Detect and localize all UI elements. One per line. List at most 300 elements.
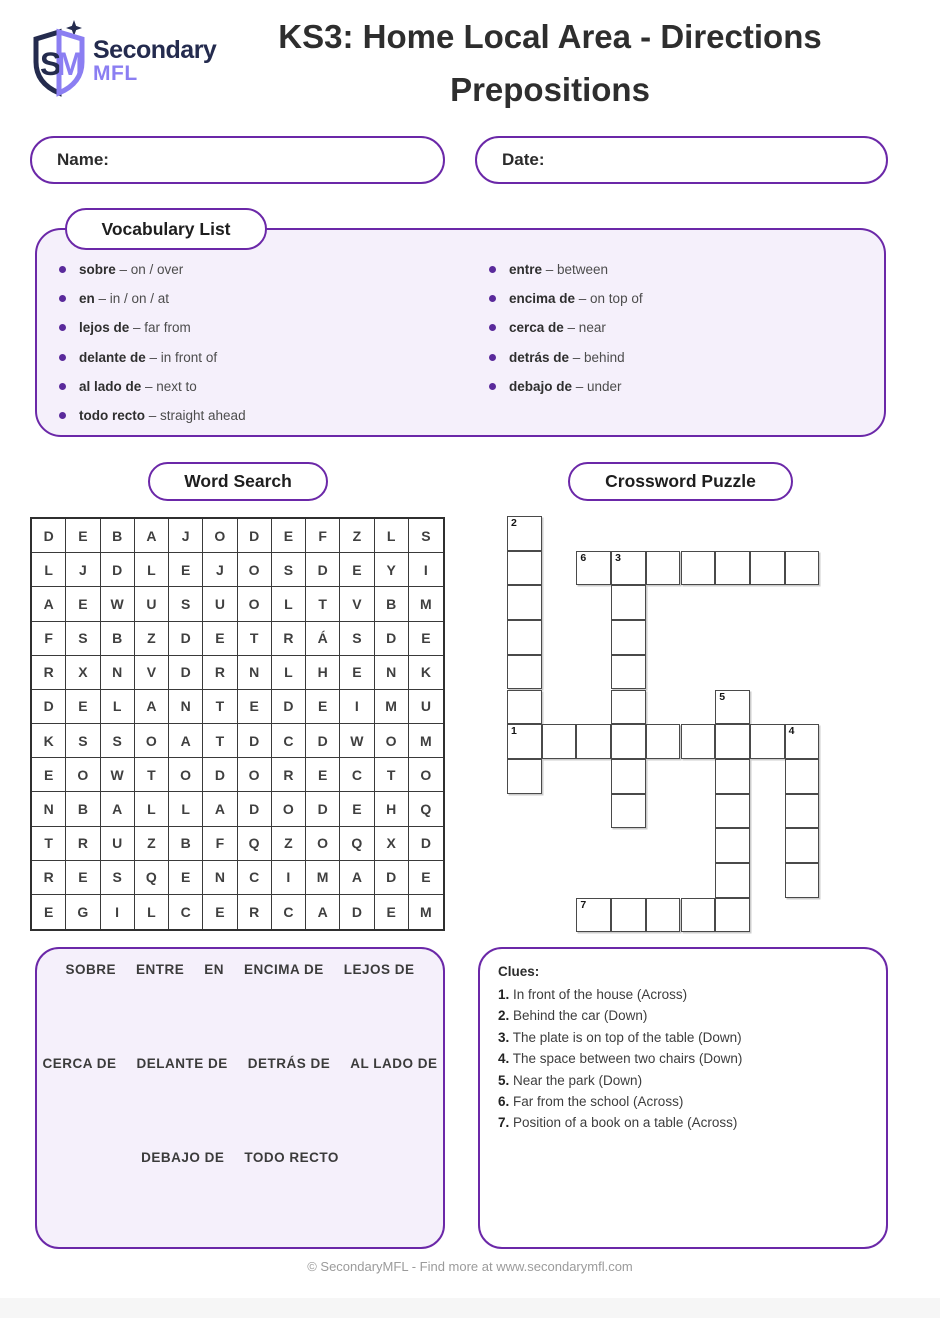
wordsearch-letter: N [180,698,191,715]
word-bank-word: ENCIMA DE [244,962,324,977]
wordsearch-cell [340,724,374,758]
wordsearch-cell [66,553,100,587]
bullet-icon [489,354,496,361]
vocab-definition: – between [542,262,609,278]
wordsearch-cell [203,724,237,758]
wordsearch-cell [32,656,66,690]
wordsearch-letter: E [352,561,362,578]
wordsearch-letter: S [78,732,88,749]
wordsearch-letter: F [44,630,53,647]
wordsearch-letter: V [352,595,362,612]
wordsearch-cell [306,519,340,553]
wordsearch-letter: L [284,664,293,681]
wordsearch-letter: L [181,800,190,817]
wordsearch-cell [238,656,272,690]
name-field [30,136,445,184]
page-title-line2: Prepositions [450,71,650,108]
date-field [475,136,888,184]
wordsearch-cell [32,519,66,553]
wordsearch-letter: T [147,766,156,783]
wordsearch-cell [238,690,272,724]
wordsearch-letter: N [386,664,397,681]
wordsearch-letter: Q [351,835,363,852]
wordsearch-cell [135,792,169,826]
vocab-item [489,255,884,284]
wordsearch-cell [409,827,443,861]
wordsearch-letter: E [78,527,88,544]
wordsearch-cell [340,519,374,553]
clue-number: 5. [498,1072,510,1088]
wordsearch-letter: O [248,561,260,578]
vocab-item [59,343,489,372]
wordsearch-cell [203,656,237,690]
crossword-cell [785,794,820,829]
name-label: Name: [57,150,109,169]
wordsearch-letter: A [43,595,54,612]
wordsearch-cell [340,587,374,621]
crossword-cell [681,724,716,759]
svg-text:S: S [40,46,62,82]
crossword-cell [507,759,542,794]
wordsearch-letter: L [44,561,53,578]
clue-number: 7. [498,1115,510,1131]
wordsearch-cell [272,861,306,895]
clue-item: 4. The space between two chairs (Down) [498,1051,743,1067]
crossword-cell [507,551,542,586]
crossword-cell [715,828,750,863]
wordsearch-letter: B [112,527,123,544]
vocab-item [59,255,489,284]
wordsearch-letter: B [180,835,191,852]
wordsearch-cell [306,690,340,724]
wordsearch-cell [169,553,203,587]
wordsearch-cell [306,622,340,656]
wordsearch-letter: D [317,800,328,817]
crossword-cell [507,620,542,655]
wordsearch-letter: O [282,800,294,817]
vocab-definition: – next to [141,378,197,394]
wordsearch-letter: R [77,835,88,852]
wordsearch-letter: S [421,527,431,544]
wordsearch-cell [340,656,374,690]
wordsearch-letter: R [214,664,225,681]
wordsearch-cell [272,895,306,929]
wordsearch-letter: D [386,630,397,647]
word-bank-row [37,1056,443,1071]
wordsearch-cell [340,758,374,792]
clues-heading: Clues: [498,964,540,979]
vocab-definition: – far from [129,320,191,336]
word-bank-word: TODO RECTO [244,1150,339,1165]
crossword-cell [715,759,750,794]
wordsearch-cell [375,656,409,690]
wordsearch-letter: S [112,732,122,749]
wordsearch-cell [135,553,169,587]
wordsearch-letter: S [283,561,294,578]
wordsearch-cell [375,895,409,929]
wordsearch-cell [135,690,169,724]
date-label: Date: [502,150,545,169]
crossword-cell [646,724,681,759]
wordsearch-letter: E [283,527,294,544]
wordsearch-cell [135,656,169,690]
wordsearch-letter: R [283,630,294,647]
wordsearch-letter: A [180,732,191,749]
wordsearch-cell [135,895,169,929]
wordsearch-letter: M [420,595,432,612]
wordsearch-cell [32,895,66,929]
vocab-term: debajo de [509,378,573,394]
crossword-cell [611,724,646,759]
wordsearch-cell [203,587,237,621]
wordsearch-letter: E [386,903,396,920]
wordsearch-letter: H [386,800,397,817]
bullet-icon [489,383,496,390]
wordsearch-cell [32,690,66,724]
wordsearch-letter: U [112,835,123,852]
crossword-cell [785,551,820,586]
wordsearch-cell [66,656,100,690]
wordsearch-cell [375,622,409,656]
wordsearch-letter: A [146,527,157,544]
wordsearch-letter: G [77,903,89,920]
wordsearch-letter: M [420,732,432,749]
crossword-cell [785,724,820,759]
wordsearch-cell [66,895,100,929]
wordsearch-letter: I [354,698,359,715]
wordsearch-cell [169,758,203,792]
wordsearch-letter: N [43,800,54,817]
wordsearch-letter: O [214,527,226,544]
wordsearch-letter: O [77,766,89,783]
crossword-cell [507,585,542,620]
wordsearch-cell [340,553,374,587]
wordsearch-letter: T [386,766,396,783]
clue-item: 7. Position of a book on a table (Across) [498,1115,738,1131]
wordsearch-cell [306,758,340,792]
wordsearch-letter: D [283,698,294,715]
wordsearch-cell [238,861,272,895]
wordsearch-letter: E [180,561,191,578]
wordsearch-cell [238,827,272,861]
wordsearch-letter: S [352,630,362,647]
wordsearch-letter: E [317,698,328,715]
wordsearch-letter: Q [145,869,157,886]
wordsearch-letter: A [112,800,123,817]
wordsearch-letter: R [249,903,260,920]
wordsearch-cell [272,827,306,861]
crossword-cell [611,690,646,725]
wordsearch-cell [66,519,100,553]
crossword-heading-badge [568,462,793,501]
wordsearch-cell [101,519,135,553]
wordsearch-letter: Y [386,561,396,578]
wordsearch-letter: Q [248,835,260,852]
wordsearch-letter: U [214,595,225,612]
wordsearch-letter: I [286,869,291,886]
wordsearch-cell [272,587,306,621]
footer-credit: © SecondaryMFL - Find more at www.secondarymfl.com [307,1259,633,1274]
vocab-term: cerca de [509,320,564,336]
word-bank-row [37,962,443,977]
wordsearch-letter: W [110,766,124,783]
wordsearch-letter: H [317,664,328,681]
wordsearch-cell [169,587,203,621]
wordsearch-cell [101,861,135,895]
wordsearch-cell [238,519,272,553]
wordsearch-cell [306,827,340,861]
wordsearch-letter: L [112,698,122,715]
crossword-cell [750,724,785,759]
wordsearch-letter: D [351,903,362,920]
wordsearch-cell [169,895,203,929]
bullet-icon [489,266,496,273]
wordsearch-cell [66,861,100,895]
vocabulary-box [35,228,886,437]
wordsearch-letter: D [317,732,328,749]
wordsearch-cell [32,553,66,587]
crossword-cell [611,585,646,620]
crossword-cell [576,898,611,933]
wordsearch-cell [306,724,340,758]
wordsearch-cell [169,519,203,553]
crossword-cell [611,759,646,794]
wordsearch-letter: A [146,698,157,715]
wordsearch-cell [375,690,409,724]
wordsearch-cell [32,792,66,826]
wordsearch-letter: O [420,766,432,783]
wordsearch-cell [409,895,443,929]
wordsearch-letter: E [43,903,54,920]
vocab-item [489,313,884,342]
wordsearch-cell [272,758,306,792]
vocab-term: al lado de [79,378,142,394]
word-bank-word: AL LADO DE [350,1056,438,1071]
vocab-col-right [489,255,884,435]
wordsearch-cell [101,587,135,621]
wordsearch-letter: O [385,732,397,749]
wordsearch-cell [169,792,203,826]
wordsearch-letter: J [181,527,190,544]
crossword-cell-number: 1 [511,725,517,738]
wordsearch-letter: T [215,732,225,749]
wordsearch-cell [169,827,203,861]
wordsearch-letter: V [146,664,157,681]
wordsearch-cell [32,827,66,861]
wordsearch-cell [272,656,306,690]
wordsearch-cell [375,861,409,895]
crossword-cell [715,690,750,725]
wordsearch-cell [375,519,409,553]
wordsearch-letter: J [78,561,87,578]
wordsearch-letter: E [78,869,88,886]
wordsearch-cell [203,690,237,724]
vocab-item [489,284,884,313]
word-bank-word: LEJOS DE [343,962,415,977]
vocab-item [489,372,884,401]
wordsearch-letter: D [420,835,431,852]
wordsearch-cell [340,827,374,861]
wordsearch-letter: D [249,800,260,817]
wordsearch-cell [409,587,443,621]
clue-item: 2. Behind the car (Down) [498,1008,648,1024]
wordsearch-letter: D [317,561,328,578]
wordsearch-letter: X [386,835,396,852]
clue-item: 3. The plate is on top of the table (Down) [498,1029,742,1045]
wordsearch-letter: E [78,698,88,715]
bullet-icon [59,324,66,331]
crossword-cell [750,551,785,586]
wordsearch-cell [238,758,272,792]
wordsearch-cell [203,861,237,895]
wordsearch-letter: L [147,800,156,817]
wordsearch-letter: M [385,698,397,715]
wordsearch-letter: S [112,869,122,886]
wordsearch-cell [66,690,100,724]
word-bank-word: SOBRE [65,962,116,977]
crossword-cell [715,794,750,829]
wordsearch-cell [32,861,66,895]
wordsearch-cell [340,690,374,724]
wordsearch-letter: N [249,664,260,681]
wordsearch-letter: X [78,664,88,681]
wordsearch-cell [101,792,135,826]
vocab-definition: – behind [569,349,625,365]
wordsearch-cell [238,895,272,929]
brand-name-primary: Secondary [93,35,217,64]
wordsearch-letter: T [215,698,225,715]
wordsearch-letter: C [180,903,191,920]
wordsearch-letter: D [43,698,54,715]
clues-box [478,947,888,1249]
wordsearch-letter: A [214,800,225,817]
wordsearch-cell [101,656,135,690]
crossword-cell [611,620,646,655]
word-bank-word: DEBAJO DE [141,1150,225,1165]
vocab-definition: – near [563,320,606,336]
crossword-cell-number: 4 [788,725,795,738]
wordsearch-cell [32,724,66,758]
vocab-term: entre [509,262,543,278]
word-bank-word: DELANTE DE [136,1056,228,1071]
wordsearch-cell [340,792,374,826]
wordsearch-letter: E [215,630,225,647]
wordsearch-letter: O [248,766,260,783]
wordsearch-letter: E [352,800,362,817]
bullet-icon [59,354,66,361]
wordsearch-letter: L [386,527,396,544]
wordsearch-cell [340,895,374,929]
wordsearch-letter: Z [147,630,156,647]
wordsearch-letter: Á [317,630,328,647]
wordsearch-cell [375,553,409,587]
crossword-cell [681,551,716,586]
wordsearch-letter: C [351,766,362,783]
wordsearch-cell [169,690,203,724]
wordsearch-letter: O [248,595,260,612]
wordsearch-cell [203,827,237,861]
wordsearch-cell [135,861,169,895]
wordsearch-cell [32,622,66,656]
vocab-term: encima de [509,291,576,307]
wordsearch-letter: C [283,732,294,749]
wordsearch-cell [409,792,443,826]
wordsearch-cell [340,622,374,656]
word-search-heading: Word Search [184,471,292,491]
wordsearch-letter: K [420,664,431,681]
wordsearch-letter: M [316,869,329,886]
crossword-cell [785,828,820,863]
wordsearch-letter: N [112,664,123,681]
vocab-term: lejos de [79,320,130,336]
clue-number: 2. [498,1008,510,1024]
crossword-grid [507,516,821,933]
crossword-cell [681,898,716,933]
wordsearch-letter: R [43,869,54,886]
wordsearch-letter: B [386,595,397,612]
vocab-item [59,401,489,430]
vocab-definition: – on / over [115,262,184,278]
word-bank-row [37,1150,443,1165]
vocab-term: detrás de [509,349,570,365]
wordsearch-cell [238,792,272,826]
wordsearch-cell [272,792,306,826]
wordsearch-letter: O [180,766,192,783]
brand-logo [32,20,216,100]
word-search-grid [30,517,445,931]
crossword-cell [785,863,820,898]
vocab-definition: – in front of [145,349,218,365]
crossword-heading: Crossword Puzzle [605,471,756,491]
wordsearch-letter: I [423,561,428,578]
wordsearch-cell [375,792,409,826]
wordsearch-cell [375,827,409,861]
wordsearch-cell [169,861,203,895]
wordsearch-cell [101,622,135,656]
wordsearch-cell [169,622,203,656]
crossword-cell [576,551,611,586]
wordsearch-letter: B [112,630,123,647]
crossword-cell [715,551,750,586]
wordsearch-letter: R [283,766,294,783]
crossword-cell [611,655,646,690]
wordsearch-cell [101,827,135,861]
vocab-term: sobre [79,262,116,278]
wordsearch-cell [32,587,66,621]
wordsearch-cell [238,553,272,587]
page-edge-strip [0,1298,940,1318]
page-title [200,10,900,116]
wordsearch-cell [135,724,169,758]
wordsearch-cell [203,519,237,553]
wordsearch-cell [409,861,443,895]
wordsearch-letter: F [215,835,225,852]
wordsearch-cell [375,587,409,621]
wordsearch-letter: T [249,630,259,647]
crossword-cell-number: 6 [580,551,587,564]
wordsearch-letter: E [352,664,362,681]
wordsearch-cell [203,792,237,826]
crossword-cell [646,898,681,933]
word-search-heading-badge [148,462,328,501]
wordsearch-cell [135,622,169,656]
wordsearch-letter: I [115,903,120,920]
wordsearch-cell [272,724,306,758]
wordsearch-letter: E [43,766,54,783]
wordsearch-cell [409,690,443,724]
wordsearch-letter: J [215,561,224,578]
wordsearch-cell [135,827,169,861]
